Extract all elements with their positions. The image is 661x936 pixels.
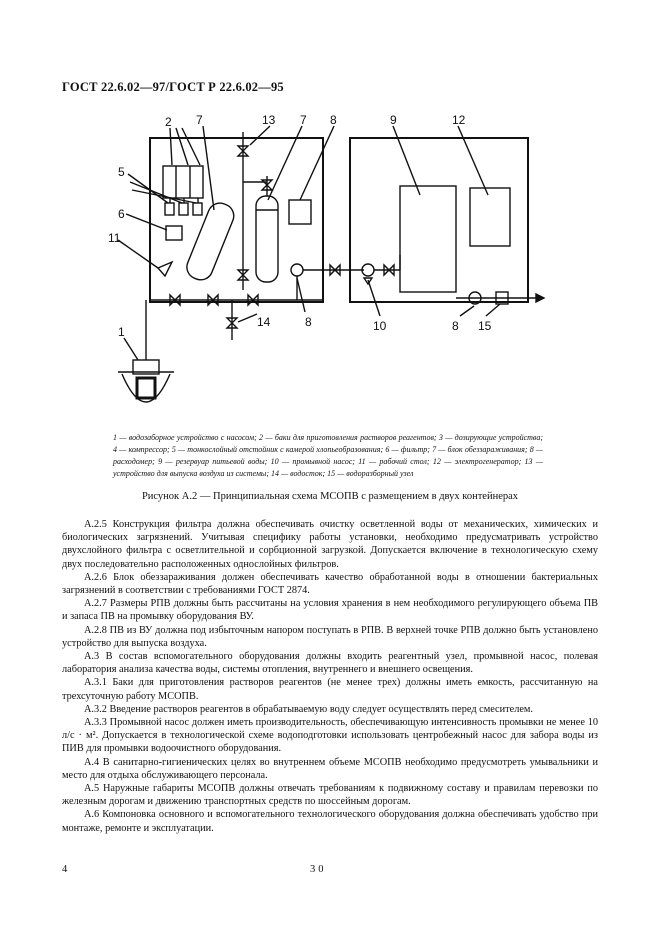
page-center-mark: 30: [310, 864, 327, 875]
body-text: [62, 518, 598, 835]
work-table: [158, 262, 172, 276]
label-10: 10: [373, 319, 387, 333]
label-6: 7: [300, 113, 307, 127]
label-1: 1: [118, 325, 125, 339]
paragraph: А.3.2 Введение растворов реагентов в обрабатываемую воду следует осуществлять перед смесителем.: [84, 703, 533, 715]
paragraph: А.3.1 Баки для приготовления растворов реагентов (не менее трех) должны иметь емкость, рассчитанную на трехсуточную работу МСОПВ.: [62, 677, 598, 702]
paragraph: А.3.3 Промывной насос должен иметь производительность, обеспечивающую интенсивность промывки не менее 10 л/с · м². Допускается в технологической схеме водоподготовки использовать центробежный насос для забора воды из ПИВ для промывки водоочистного оборудования.: [62, 717, 598, 755]
paragraph: А.3 В состав вспомогательного оборудования должны входить реагентный узел, промывной насос, полевая лаборатория анализа качества воды, системы отопления, внутреннего и внешнего освещения.: [62, 651, 598, 676]
paragraph: А.2.5 Конструкция фильтра должна обеспечивать очистку осветленной воды от механических, химических и биологических загрязнений. Учитывая специфику работы установки, необходимо предусматривать устройство двухслойного фильтра с осветлительной и сорбционной загрузкой. Допускается включение в технологическую схему двух последовательно расположенных однослойных фильтров.: [62, 519, 598, 570]
page-header: ГОСТ 22.6.02—97/ГОСТ Р 22.6.02—95: [62, 80, 284, 94]
filter: [256, 196, 278, 282]
paragraph: А.5 Наружные габариты МСОПВ должны отвечать требованиям к подвижному составу и правилам перевозки по железным дорогам и движению транспортных средств по шоссейным дорогам.: [62, 783, 598, 808]
paragraph: А.2.6 Блок обеззараживания должен обеспечивать качество обработанной воды в отношении бактериальных загрязнений в соответствии с требованиями ГОСТ 2874.: [62, 571, 598, 597]
label-3: 5: [118, 165, 125, 179]
figure-caption: Рисунок А.2 — Принципиальная схема МСОПВ с размещением в двух контейнерах: [141, 491, 519, 502]
label-12: 12: [452, 113, 466, 127]
label-7: 8: [330, 113, 337, 127]
paragraph: А.4 В санитарно-гигиенических целях во внутреннем объеме МСОПВ необходимо предусмотреть умывальники и место для отдыха обслуживающего персонала.: [62, 756, 598, 781]
settler: [183, 200, 237, 284]
label-11: 11: [108, 231, 121, 245]
compressor: [166, 226, 182, 240]
paragraph: А.6 Компоновка основного и вспомогательного технологического оборудования должна обеспечивать удобство при монтаже, ремонте и эксплуатации.: [62, 809, 598, 834]
paragraph: А.2.8 ПВ из ВУ должна под избыточным напором поступать в РПВ. В верхней точке РПВ должно быть установлено устройство для выпуска воздуха.: [62, 624, 598, 649]
reagent-tanks: [163, 166, 203, 198]
page-number: 4: [62, 864, 68, 875]
paragraph: А.2.7 Размеры РПВ должны быть рассчитаны на условия хранения в нем необходимого регулирующего объема ПВ и запаса ПВ на промывку оборудования ВУ.: [62, 598, 598, 623]
flowmeter-1: [291, 264, 303, 276]
generator: [470, 188, 510, 246]
label-2: 2: [165, 115, 172, 129]
label-4: 6: [118, 207, 125, 221]
container-2: [350, 138, 528, 302]
label-8a: 8: [305, 315, 312, 329]
label-13: 13: [262, 113, 276, 127]
label-8b: 8: [452, 319, 459, 333]
disinfection-block: [289, 200, 311, 224]
label-14: 14: [257, 315, 271, 329]
label-5: 7: [196, 113, 203, 127]
schematic-diagram: [0, 0, 661, 430]
figure-legend: 1 — водозаборное устройство с насосом; 2 — баки для приготовления растворов реагентов; 3 — дозирующие устройства; 4 — компрессор; 5 — тонкослойный отстойник с камерой хлопьеобразования; 6 — фильтр; 7 — блок обеззараживания; 8 — расходомер; 9 — резервуар питьевой воды; 10 — промывной насос; 11 — рабочий стол; 12 — электрогенератор; 13 — устройство для выпуска воздуха из системы; 14 — водосток; 15 — водоразборный узел: [113, 433, 543, 478]
label-9: 9: [390, 113, 397, 127]
water-tank: [400, 186, 456, 292]
label-15: 15: [478, 319, 492, 333]
